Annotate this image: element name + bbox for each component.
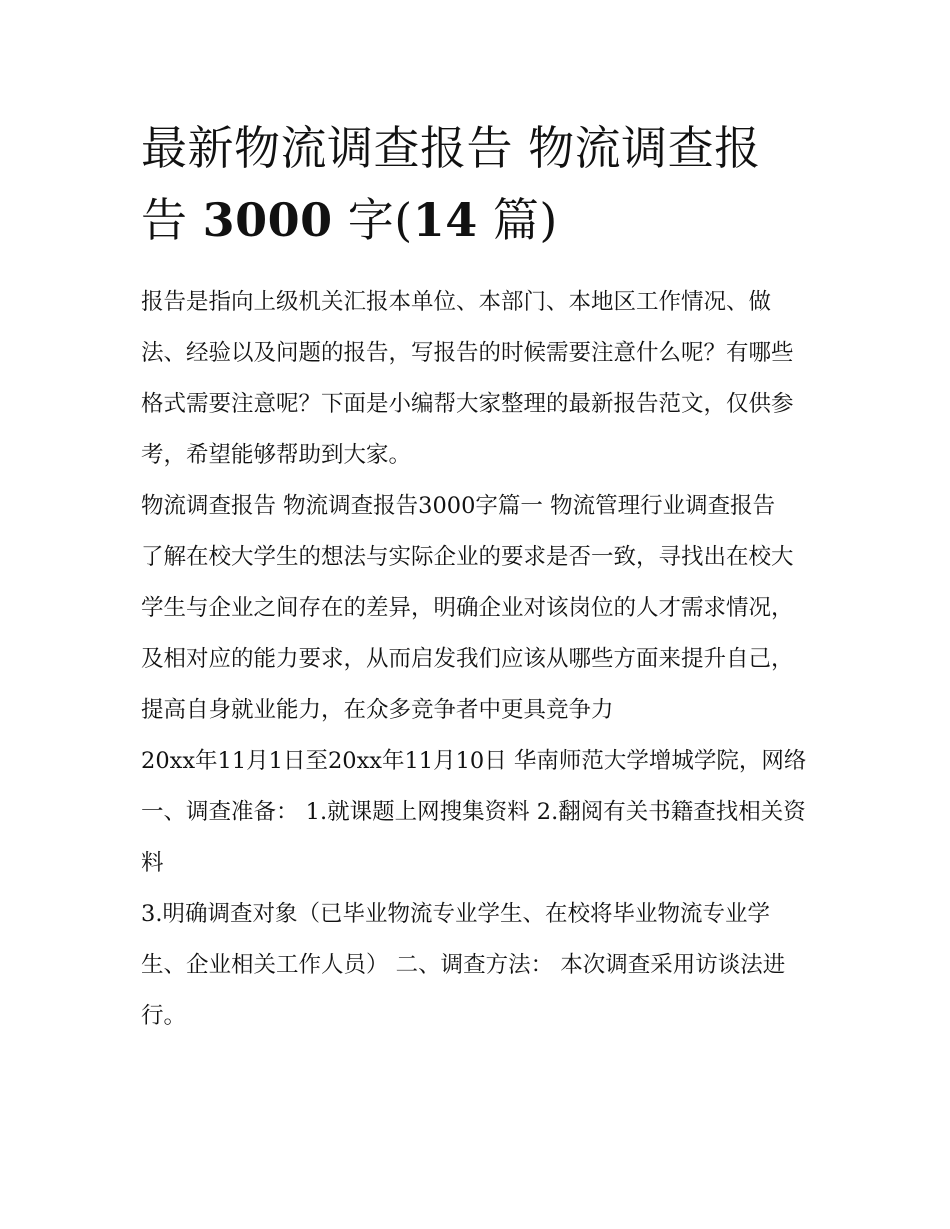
document-content bbox=[141, 112, 813, 1042]
title-number-14: 14 bbox=[412, 193, 478, 247]
schedule-paragraph: 20xx年11月1日至20xx年11月10日 华南师范大学增城学院，网络 一、调查准备： 1.就课题上网搜集资料 2.翻阅有关书籍查找相关资料 bbox=[141, 748, 807, 876]
title-line-2-mid: 字( bbox=[332, 193, 413, 247]
intro-paragraph: 报告是指向上级机关汇报本单位、本部门、本地区工作情况、做法、经验以及问题的报告，写报告的时候需要注意什么呢？有哪些格式需要注意呢？下面是小编帮大家整理的最新报告范文，仅供参考，希望能够帮助到大家。 bbox=[141, 289, 794, 468]
purpose-paragraph: 了解在校大学生的想法与实际企业的要求是否一致，寻找出在校大学生与企业之间存在的差异，明确企业对该岗位的人才需求情况，及相对应的能力要求，从而启发我们应该从哪些方面来提升自己，提高自身就业能力，在众多竞争者中更具竞争力 bbox=[141, 544, 794, 723]
method-paragraph: 3.明确调查对象（已毕业物流专业学生、在校将毕业物流专业学生、企业相关工作人员） 二、调查方法： 本次调查采用访谈法进行。 bbox=[141, 901, 786, 1029]
section-heading-paragraph: 物流调查报告 物流调查报告3000字篇一 物流管理行业调查报告 bbox=[141, 493, 776, 519]
title-line-1: 最新物流调查报告 物流调查报 bbox=[141, 121, 761, 175]
document-title bbox=[141, 112, 813, 256]
title-line-2-suffix: 篇) bbox=[477, 193, 558, 247]
title-number-3000: 3000 bbox=[202, 193, 333, 247]
title-line-2-prefix: 告 bbox=[141, 193, 203, 247]
